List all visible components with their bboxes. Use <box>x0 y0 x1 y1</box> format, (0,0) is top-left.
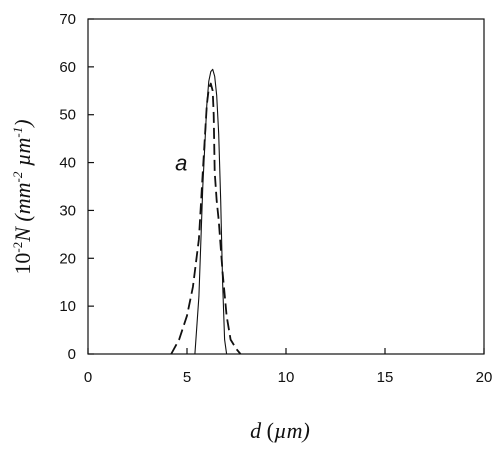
x-tick-label: 15 <box>376 369 394 386</box>
annotation-label: a <box>175 150 188 176</box>
y-tick-label: 40 <box>59 154 76 172</box>
y-tick-label: 60 <box>59 58 76 76</box>
x-axis-title-unit-mu: µ <box>273 418 287 443</box>
y-tick-label: 30 <box>59 202 76 220</box>
y-axis-title-sup2: -2 <box>10 171 25 183</box>
series-layer <box>171 69 240 354</box>
y-axis-title-sup3: -1 <box>10 126 25 138</box>
y-tick-label: 0 <box>67 346 76 363</box>
plot-frame <box>88 19 484 354</box>
x-tick-label: 20 <box>475 369 493 386</box>
y-tick-label: 10 <box>59 298 76 316</box>
y-tick-label: 20 <box>59 250 76 268</box>
x-tick-label: 0 <box>83 369 93 386</box>
y-axis-title-part2: N (mm <box>10 182 35 242</box>
x-axis-title-unit-rest: m) <box>286 418 310 443</box>
y-axis-title <box>10 119 35 274</box>
y-axis-title-part4: ) <box>10 119 35 127</box>
y-axis-title-part1: 10 <box>10 252 35 275</box>
y-axis <box>59 11 94 363</box>
x-axis-title <box>250 418 310 443</box>
plot-area <box>88 19 484 354</box>
x-tick-label: 5 <box>182 369 192 386</box>
y-tick-label: 50 <box>59 106 76 124</box>
y-axis-title-part3: µm <box>10 137 35 172</box>
y-tick-label: 70 <box>59 11 76 28</box>
x-tick-label: 10 <box>277 369 295 386</box>
x-axis-title-var: d <box>250 418 262 443</box>
y-axis-title-sup1: -2 <box>10 241 25 253</box>
x-axis-title-unit-open: ( <box>261 418 274 443</box>
series-line-dashed <box>171 84 240 354</box>
